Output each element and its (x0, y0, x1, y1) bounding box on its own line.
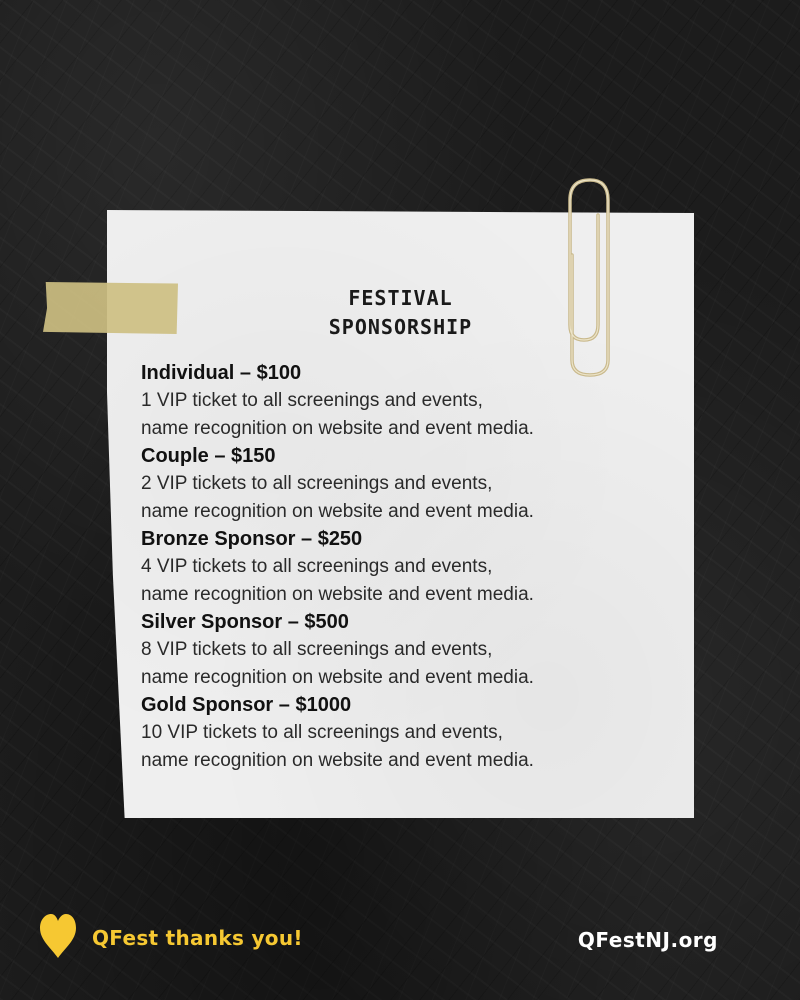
tier-description: 8 VIP tickets to all screenings and events, (141, 639, 493, 660)
thanks-text: QFest thanks you! (92, 926, 303, 950)
tier-description: 1 VIP ticket to all screenings and events, (141, 390, 483, 411)
tier-description: name recognition on website and event media. (141, 750, 534, 771)
tier-gold (141, 692, 671, 775)
tier-description: name recognition on website and event media. (141, 501, 534, 522)
poster-title-line1: FESTIVAL (348, 286, 453, 310)
tier-description: name recognition on website and event media. (141, 667, 534, 688)
tier-name: Bronze Sponsor – $250 (141, 528, 363, 550)
heart-icon (37, 910, 79, 962)
tier-bronze (141, 526, 671, 609)
tier-name: Silver Sponsor – $500 (141, 611, 349, 633)
tier-name: Individual – $100 (141, 362, 302, 384)
tier-description: name recognition on website and event media. (141, 584, 534, 605)
tier-individual (141, 360, 671, 443)
tier-description: 4 VIP tickets to all screenings and events, (141, 556, 493, 577)
tier-name: Gold Sponsor – $1000 (141, 694, 352, 716)
tier-name: Couple – $150 (141, 445, 276, 467)
poster-title-line2: SPONSORSHIP (328, 315, 473, 339)
website-link[interactable]: QFestNJ.org (577, 928, 718, 952)
tier-silver (141, 609, 671, 692)
tier-description: 2 VIP tickets to all screenings and events, (141, 473, 493, 494)
paperclip-icon (560, 175, 635, 380)
tier-description: 10 VIP tickets to all screenings and events, (141, 722, 503, 743)
tier-description: name recognition on website and event media. (141, 418, 534, 439)
tier-couple (141, 443, 671, 526)
sponsorship-tiers (141, 360, 671, 775)
